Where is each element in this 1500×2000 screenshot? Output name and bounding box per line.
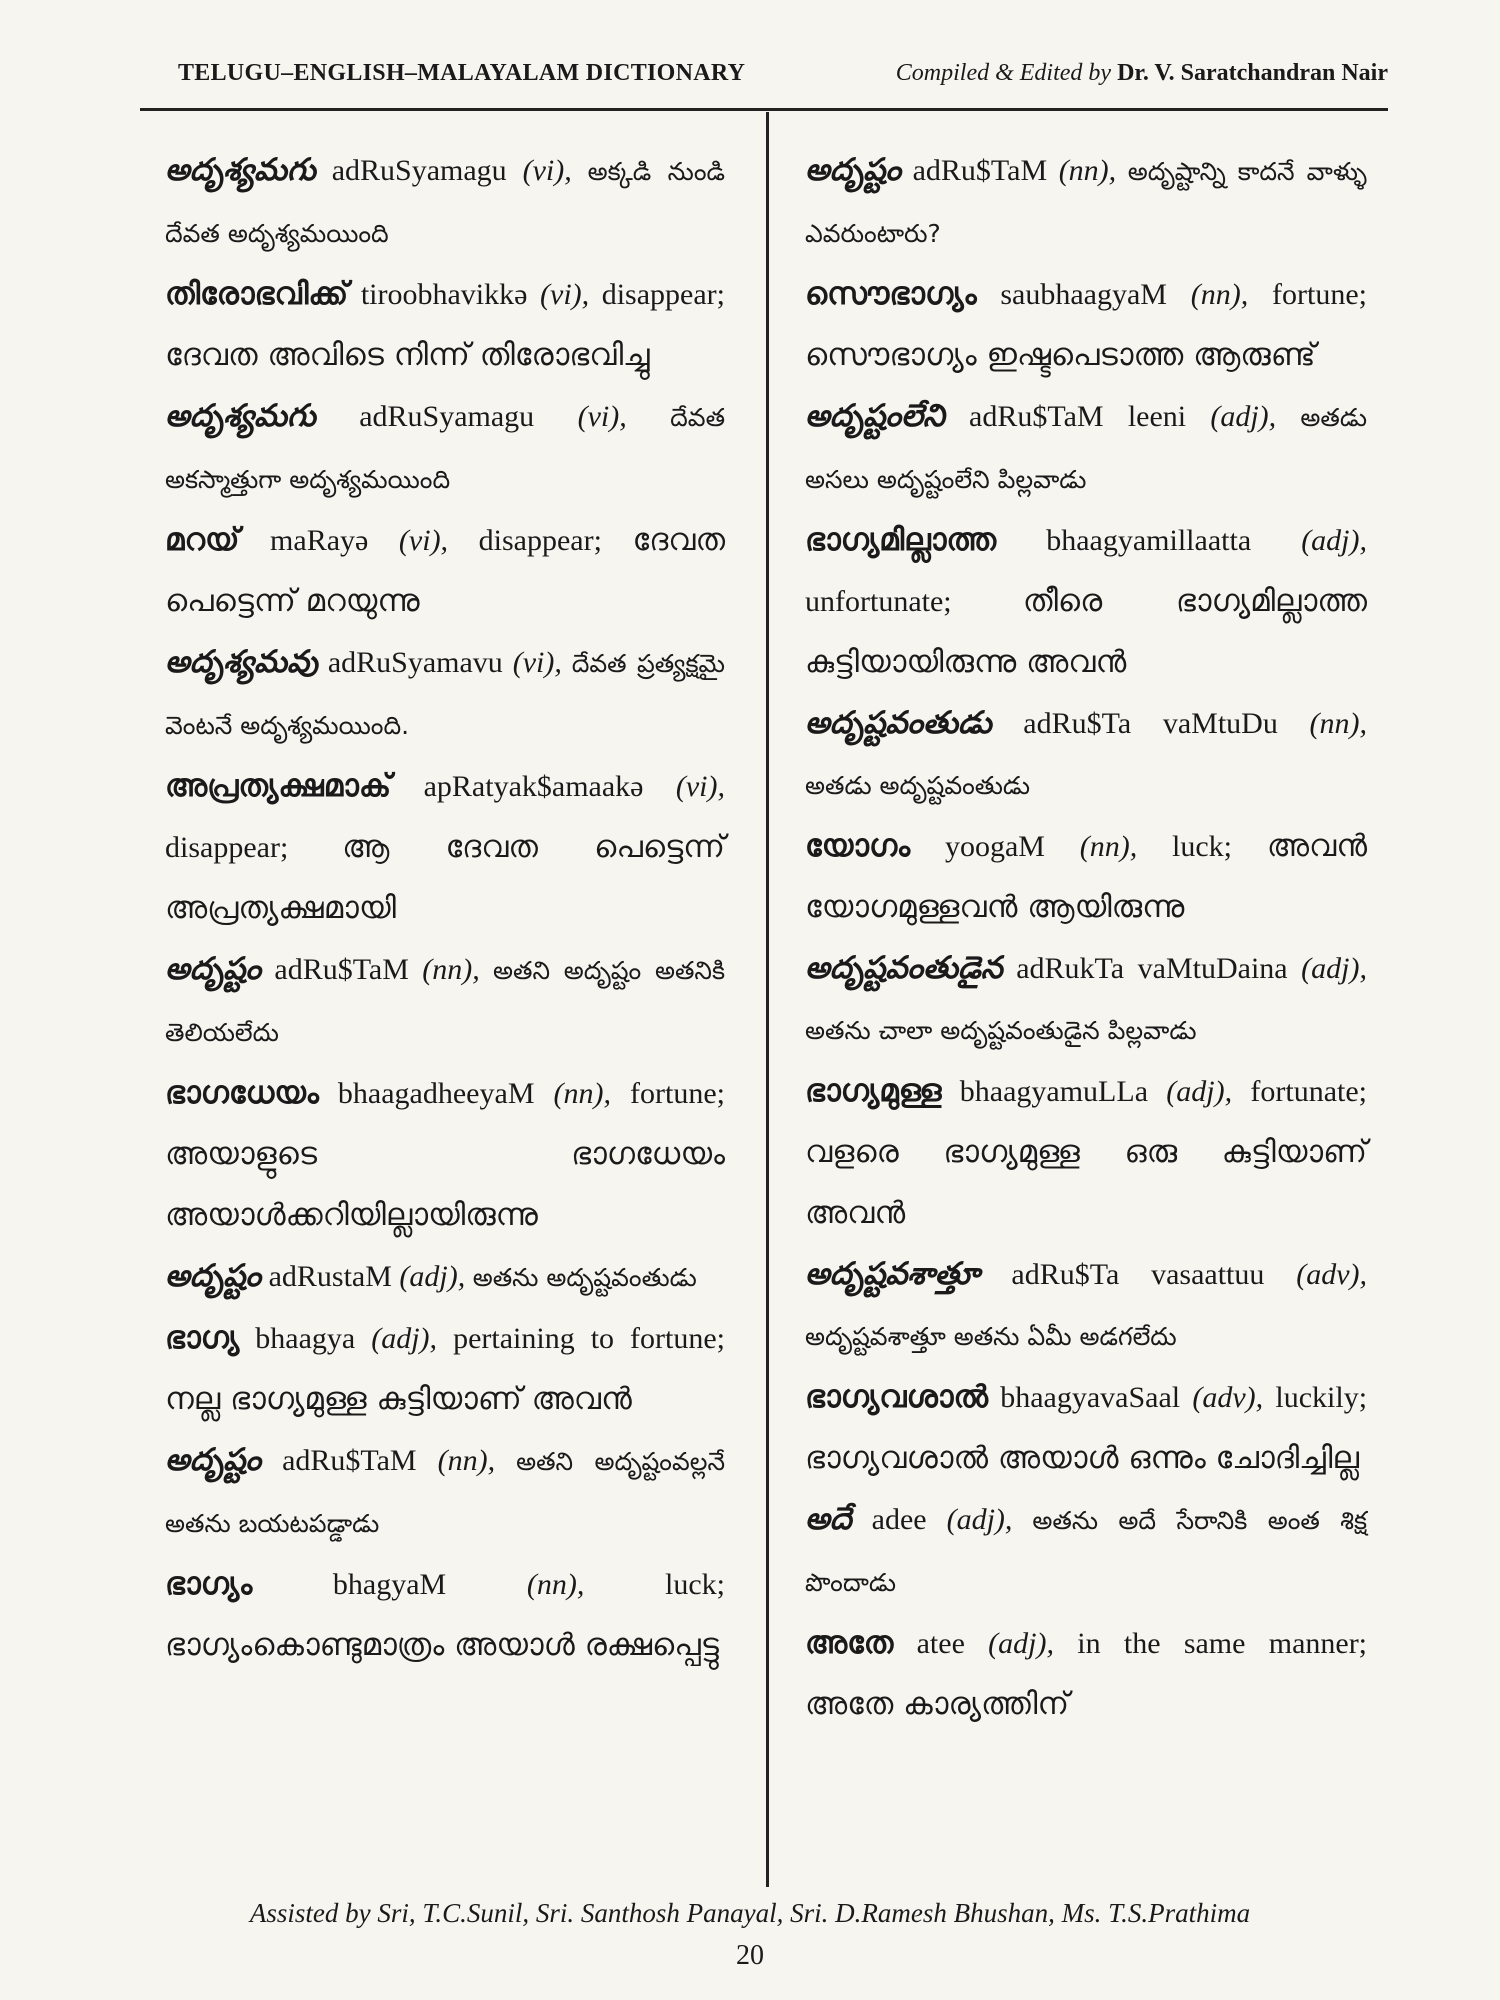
dictionary-entry <box>805 264 1367 386</box>
english-gloss: fortune; <box>630 1077 726 1110</box>
part-of-speech: (adj), <box>1301 952 1367 985</box>
malayalam-example: സൌഭാഗ്യം ഇഷ്ടപെടാത്ത ആരുണ്ട് <box>805 337 1316 373</box>
part-of-speech: (adj), <box>1166 1075 1233 1108</box>
part-of-speech: (adj), <box>946 1503 1013 1536</box>
malayalam-headword: ഭാഗ്യമില്ലാത്ത <box>805 522 997 558</box>
transliteration: bhaagya <box>255 1322 356 1355</box>
part-of-speech: (nn), <box>1309 707 1367 740</box>
transliteration: yoogaM <box>944 830 1045 863</box>
transliteration: adRustaM <box>268 1260 392 1293</box>
dictionary-entry <box>165 510 725 632</box>
transliteration: apRatyak$amaakə <box>423 770 644 803</box>
telugu-headword: అదృష్టం <box>805 152 902 188</box>
dictionary-entry <box>165 1554 725 1676</box>
malayalam-headword: ഭാഗ്യവശാൽ <box>805 1379 988 1415</box>
part-of-speech: (vi), <box>540 278 590 311</box>
telugu-headword: అదృష్టవశాత్తూ <box>805 1256 980 1292</box>
transliteration: adRuSyamagu <box>331 154 507 187</box>
part-of-speech: (adj), <box>1301 524 1368 557</box>
malayalam-example: ദേവത അവിടെ നിന്ന് തിരോഭവിച്ചു <box>165 337 650 373</box>
english-gloss: disappear; <box>165 831 289 864</box>
telugu-headword: అదే <box>805 1501 852 1537</box>
transliteration: bhagyaM <box>332 1568 447 1601</box>
dictionary-entry <box>165 756 725 939</box>
malayalam-example: അതേ കാര്യത്തിന് <box>805 1686 1070 1722</box>
english-gloss: fortune; <box>1272 278 1368 311</box>
part-of-speech: (adv), <box>1192 1381 1264 1414</box>
part-of-speech: (vi), <box>577 400 627 433</box>
transliteration: adee <box>871 1503 927 1536</box>
malayalam-example: നല്ല ഭാഗ്യമുള്ള കുട്ടിയാണ് അവൻ <box>165 1381 632 1417</box>
telugu-example: అదృష్టవశాత్తూ అతను ఏమీ అడగలేదు <box>805 1322 1177 1351</box>
part-of-speech: (nn), <box>1058 154 1117 187</box>
transliteration: adRuSyamagu <box>359 400 535 433</box>
dictionary-entry <box>165 1063 725 1246</box>
telugu-headword: అదృష్టవంతుడైన <box>805 950 1003 986</box>
part-of-speech: (nn), <box>553 1077 612 1110</box>
left-column <box>165 140 725 1676</box>
telugu-example: అక్కడి నుండి దేవత అదృశ్యమయింది <box>165 157 725 248</box>
telugu-example: అతడు అసలు అదృష్టంలేని పిల్లవాడు <box>805 403 1368 494</box>
telugu-example: అతని అదృష్టంవల్లనే అతను బయటపడ్డాడు <box>165 1447 726 1538</box>
part-of-speech: (nn), <box>422 953 480 986</box>
english-gloss: fortunate; <box>1250 1075 1367 1108</box>
english-gloss: luck; <box>665 1568 726 1601</box>
telugu-headword: అదృష్టం <box>165 1442 262 1478</box>
transliteration: adRu$TaM leeni <box>969 400 1187 433</box>
header-credit-name: Dr. V. Saratchandran Nair <box>1117 60 1388 86</box>
telugu-example: అతని అదృష్టం అతనికి తెలియలేదు <box>165 956 726 1047</box>
transliteration: bhaagadheeyaM <box>337 1077 535 1110</box>
running-header <box>178 60 1388 100</box>
transliteration: adRu$TaM <box>282 1444 417 1477</box>
telugu-headword: అదృశ్యమగు <box>165 398 316 434</box>
malayalam-headword: അതേ <box>805 1625 894 1661</box>
english-gloss: unfortunate; <box>805 585 952 618</box>
dictionary-entry <box>805 1613 1367 1735</box>
dictionary-entry <box>165 1308 725 1430</box>
malayalam-headword: യോഗം <box>805 828 911 864</box>
dictionary-entry <box>805 140 1367 264</box>
malayalam-example: ഭാഗ്യംകൊണ്ടുമാത്രം അയാൾ രക്ഷപ്പെട്ടു <box>165 1627 719 1663</box>
telugu-headword: అదృష్టం <box>165 1258 262 1294</box>
transliteration: adRukTa vaMtuDaina <box>1016 952 1288 985</box>
malayalam-headword: ഭാഗധേയം <box>165 1075 319 1111</box>
dictionary-entry <box>805 1244 1367 1367</box>
header-credit <box>896 60 1388 87</box>
dictionary-entry <box>805 938 1367 1061</box>
part-of-speech: (vi), <box>675 770 725 803</box>
header-rule <box>140 108 1388 111</box>
telugu-headword: అదృష్టం <box>165 951 262 987</box>
english-gloss: disappear; <box>478 524 602 557</box>
transliteration: bhaagyamillaatta <box>1046 524 1252 557</box>
english-gloss: pertaining to fortune; <box>453 1322 725 1355</box>
malayalam-example: വളരെ ഭാഗ്യമുള്ള ഒരു കുട്ടിയാണ് അവൻ <box>805 1134 1367 1231</box>
part-of-speech: (adv), <box>1296 1258 1368 1291</box>
telugu-example: దేవత ప్రత్యక్షమై వెంటనే అదృశ్యమయింది. <box>165 649 725 740</box>
telugu-headword: అదృశ్యమగు <box>165 152 316 188</box>
malayalam-example: അയാളുടെ ഭാഗധേയം അയാൾക്കറിയില്ലായിരുന്നു <box>165 1136 725 1233</box>
dictionary-entry <box>165 140 725 264</box>
telugu-headword: అదృశ్యమవు <box>165 644 318 680</box>
part-of-speech: (nn), <box>526 1568 585 1601</box>
dictionary-entry <box>805 386 1367 510</box>
telugu-example: అతను చాలా అదృష్టవంతుడైన పిల్లవాడు <box>805 1016 1197 1045</box>
transliteration: adRu$Ta vasaattuu <box>1011 1258 1265 1291</box>
transliteration: maRayə <box>270 524 369 557</box>
malayalam-example: തീരെ ഭാഗ്യമില്ലാത്ത കുട്ടിയായിരുന്നു അവൻ <box>805 583 1368 680</box>
malayalam-headword: മറയ് <box>165 522 240 558</box>
english-gloss: luck; <box>1172 830 1233 863</box>
malayalam-headword: തിരോഭവിക്ക് <box>165 276 349 312</box>
transliteration: adRu$Ta vaMtuDu <box>1023 707 1278 740</box>
dictionary-entry <box>805 1061 1367 1244</box>
page-number: 20 <box>736 1940 764 1971</box>
malayalam-headword: ഭാഗ്യ <box>165 1320 240 1356</box>
transliteration: bhaagyavaSaal <box>1000 1381 1181 1414</box>
dictionary-entry <box>805 693 1367 816</box>
dictionary-entry <box>165 632 725 756</box>
english-gloss: in the same manner; <box>1077 1627 1368 1660</box>
dictionary-entry <box>165 386 725 510</box>
column-divider <box>766 112 769 1887</box>
telugu-example: అతడు అదృష్టవంతుడు <box>805 771 1031 800</box>
transliteration: bhaagyamuLLa <box>959 1075 1149 1108</box>
transliteration: adRu$TaM <box>274 953 409 986</box>
malayalam-headword: അപ്രത്യക്ഷമാക് <box>165 768 392 804</box>
malayalam-headword: ഭാഗ്യം <box>165 1566 253 1602</box>
telugu-example: అదృష్టాన్ని కాదనే వాళ్ళు ఎవరుంటారు? <box>805 157 1367 248</box>
dictionary-entry <box>165 1430 725 1554</box>
malayalam-headword: ഭാഗ്യമുള്ള <box>805 1073 942 1109</box>
part-of-speech: (adj), <box>371 1322 438 1355</box>
footer-assistants: Assisted by Sri, T.C.Sunil, Sri. Santhosh Panayal, Sri. D.Ramesh Bhushan, Ms. T.S.Prathima <box>249 1898 1251 1928</box>
part-of-speech: (vi), <box>398 524 449 557</box>
part-of-speech: (nn), <box>437 1444 496 1477</box>
telugu-headword: అదృష్టవంతుడు <box>805 705 992 741</box>
dictionary-entry <box>805 1489 1367 1613</box>
header-credit-prefix: Compiled & Edited by <box>895 60 1112 86</box>
dictionary-entry <box>805 510 1367 693</box>
telugu-headword: అదృష్టంలేని <box>805 398 945 434</box>
dictionary-entry <box>165 264 725 386</box>
transliteration: atee <box>916 1627 965 1660</box>
malayalam-example: അവൻ യോഗമുള്ളവൻ ആയിരുന്നു <box>805 828 1368 925</box>
part-of-speech: (vi), <box>512 646 562 679</box>
dictionary-entry <box>805 1367 1367 1489</box>
part-of-speech: (adj), <box>399 1260 466 1293</box>
part-of-speech: (nn), <box>1079 830 1138 863</box>
transliteration: adRuSyamavu <box>327 646 503 679</box>
english-gloss: disappear; <box>601 278 725 311</box>
transliteration: adRu$TaM <box>912 154 1048 187</box>
telugu-example: దేవత అకస్మాత్తుగా అదృశ్యమయింది <box>165 403 726 494</box>
part-of-speech: (adj), <box>1210 400 1277 433</box>
malayalam-example: ഭാഗ്യവശാൽ അയാൾ ഒന്നും ചോദിച്ചില്ല <box>805 1440 1360 1476</box>
telugu-example: అతను అదృష్టవంతుడు <box>472 1263 697 1292</box>
dictionary-entry <box>165 1246 725 1308</box>
malayalam-example: ദേവത പെട്ടെന്ന് മറയുന്നു <box>165 522 726 619</box>
transliteration: tiroobhavikkə <box>360 278 528 311</box>
right-column <box>805 140 1367 1735</box>
malayalam-example: ആ ദേവത പെട്ടെന്ന് അപ്രത്യക്ഷമായി <box>165 829 725 926</box>
header-title: TELUGU–ENGLISH–MALAYALAM DICTIONARY <box>178 60 746 86</box>
malayalam-headword: സൌഭാഗ്യം <box>805 276 977 312</box>
part-of-speech: (vi), <box>522 154 572 187</box>
part-of-speech: (nn), <box>1190 278 1249 311</box>
dictionary-entry <box>805 816 1367 938</box>
dictionary-entry <box>165 939 725 1063</box>
part-of-speech: (adj), <box>988 1627 1054 1660</box>
telugu-example: అతను అదే సేరానికి అంత శిక్ష పొందాడు <box>805 1506 1368 1597</box>
transliteration: saubhaagyaM <box>1000 278 1167 311</box>
english-gloss: luckily; <box>1275 1381 1368 1414</box>
